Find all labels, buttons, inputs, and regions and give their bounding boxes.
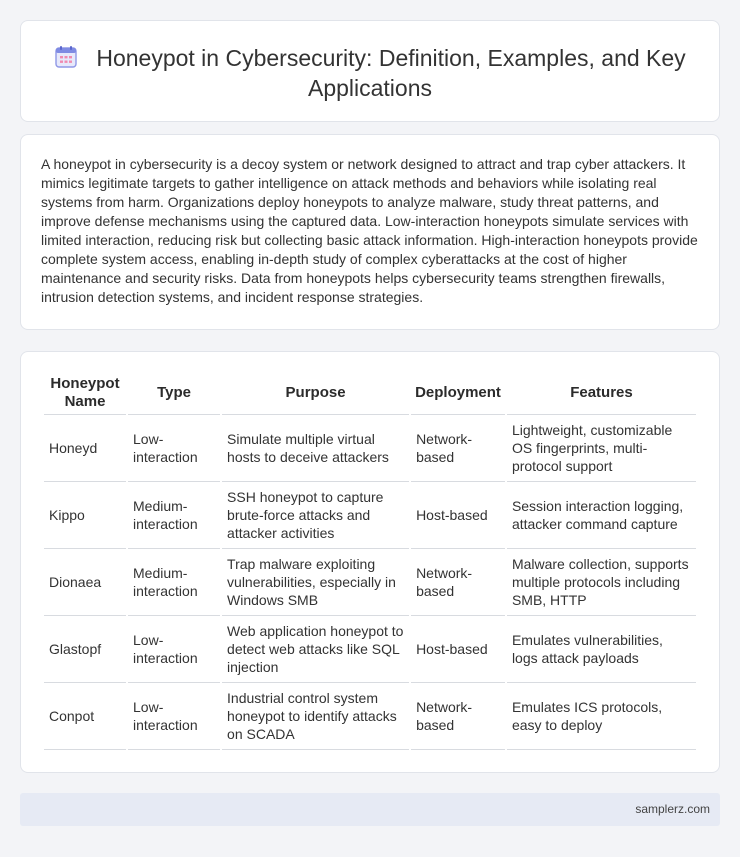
cell-name: Glastopf bbox=[44, 616, 126, 683]
cell-type: Medium-interaction bbox=[128, 549, 220, 616]
cell-name: Kippo bbox=[44, 482, 126, 549]
cell-deployment: Network-based bbox=[411, 549, 505, 616]
table-header-row bbox=[44, 372, 696, 415]
cell-features: Malware collection, supports multiple protocols including SMB, HTTP bbox=[507, 549, 696, 616]
cell-name: Honeyd bbox=[44, 415, 126, 482]
cell-type: Low-interaction bbox=[128, 683, 220, 750]
page-title-text: Honeypot in Cybersecurity: Definition, Examples, and Key Applications bbox=[96, 45, 686, 101]
table-row bbox=[44, 549, 696, 616]
header-type: Type bbox=[128, 372, 220, 415]
cell-type: Low-interaction bbox=[128, 616, 220, 683]
cell-deployment: Host-based bbox=[411, 616, 505, 683]
cell-name: Conpot bbox=[44, 683, 126, 750]
cell-name: Dionaea bbox=[44, 549, 126, 616]
cell-purpose: SSH honeypot to capture brute-force attacks and attacker activities bbox=[222, 482, 409, 549]
cell-deployment: Network-based bbox=[411, 415, 505, 482]
cell-features: Lightweight, customizable OS fingerprints, multi-protocol support bbox=[507, 415, 696, 482]
cell-type: Low-interaction bbox=[128, 415, 220, 482]
header-deployment: Deployment bbox=[411, 372, 505, 415]
table-row bbox=[44, 616, 696, 683]
cell-purpose: Web application honeypot to detect web attacks like SQL injection bbox=[222, 616, 409, 683]
page-title bbox=[21, 43, 719, 103]
cell-features: Emulates vulnerabilities, logs attack payloads bbox=[507, 616, 696, 683]
table-card bbox=[20, 351, 720, 773]
header-purpose: Purpose bbox=[222, 372, 409, 415]
cell-features: Emulates ICS protocols, easy to deploy bbox=[507, 683, 696, 750]
cell-features: Session interaction logging, attacker command capture bbox=[507, 482, 696, 549]
honeypot-table bbox=[42, 372, 698, 750]
cell-purpose: Trap malware exploiting vulnerabilities, especially in Windows SMB bbox=[222, 549, 409, 616]
cell-deployment: Host-based bbox=[411, 482, 505, 549]
header-features: Features bbox=[507, 372, 696, 415]
footer-bar bbox=[20, 793, 720, 826]
calendar-icon bbox=[54, 45, 78, 69]
cell-type: Medium-interaction bbox=[128, 482, 220, 549]
intro-card bbox=[20, 134, 720, 330]
table-row bbox=[44, 482, 696, 549]
table-row bbox=[44, 415, 696, 482]
cell-purpose: Simulate multiple virtual hosts to deceive attackers bbox=[222, 415, 409, 482]
table-row bbox=[44, 683, 696, 750]
cell-purpose: Industrial control system honeypot to identify attacks on SCADA bbox=[222, 683, 409, 750]
cell-deployment: Network-based bbox=[411, 683, 505, 750]
footer-site-link[interactable]: samplerz.com bbox=[635, 802, 710, 816]
intro-paragraph: A honeypot in cybersecurity is a decoy system or network designed to attract and trap cyber attackers. It mimics legitimate targets to gather intelligence on attack methods and behaviors while isolating real systems from harm. Organizations deploy honeypots to analyze malware, study threat patterns, and improve defense mechanisms using the captured data. Low-interaction honeypots simulate services with limited interaction, reducing risk but collecting basic attack information. High-interaction honeypots provide complete system access, enabling in-depth study of complex cyberattacks at the cost of higher maintenance and security risks. Data from honeypots helps cybersecurity teams strengthen firewalls, intrusion detection systems, and incident response strategies. bbox=[41, 156, 698, 305]
header-honeypot-name: Honeypot Name bbox=[44, 372, 126, 415]
title-card bbox=[20, 20, 720, 122]
